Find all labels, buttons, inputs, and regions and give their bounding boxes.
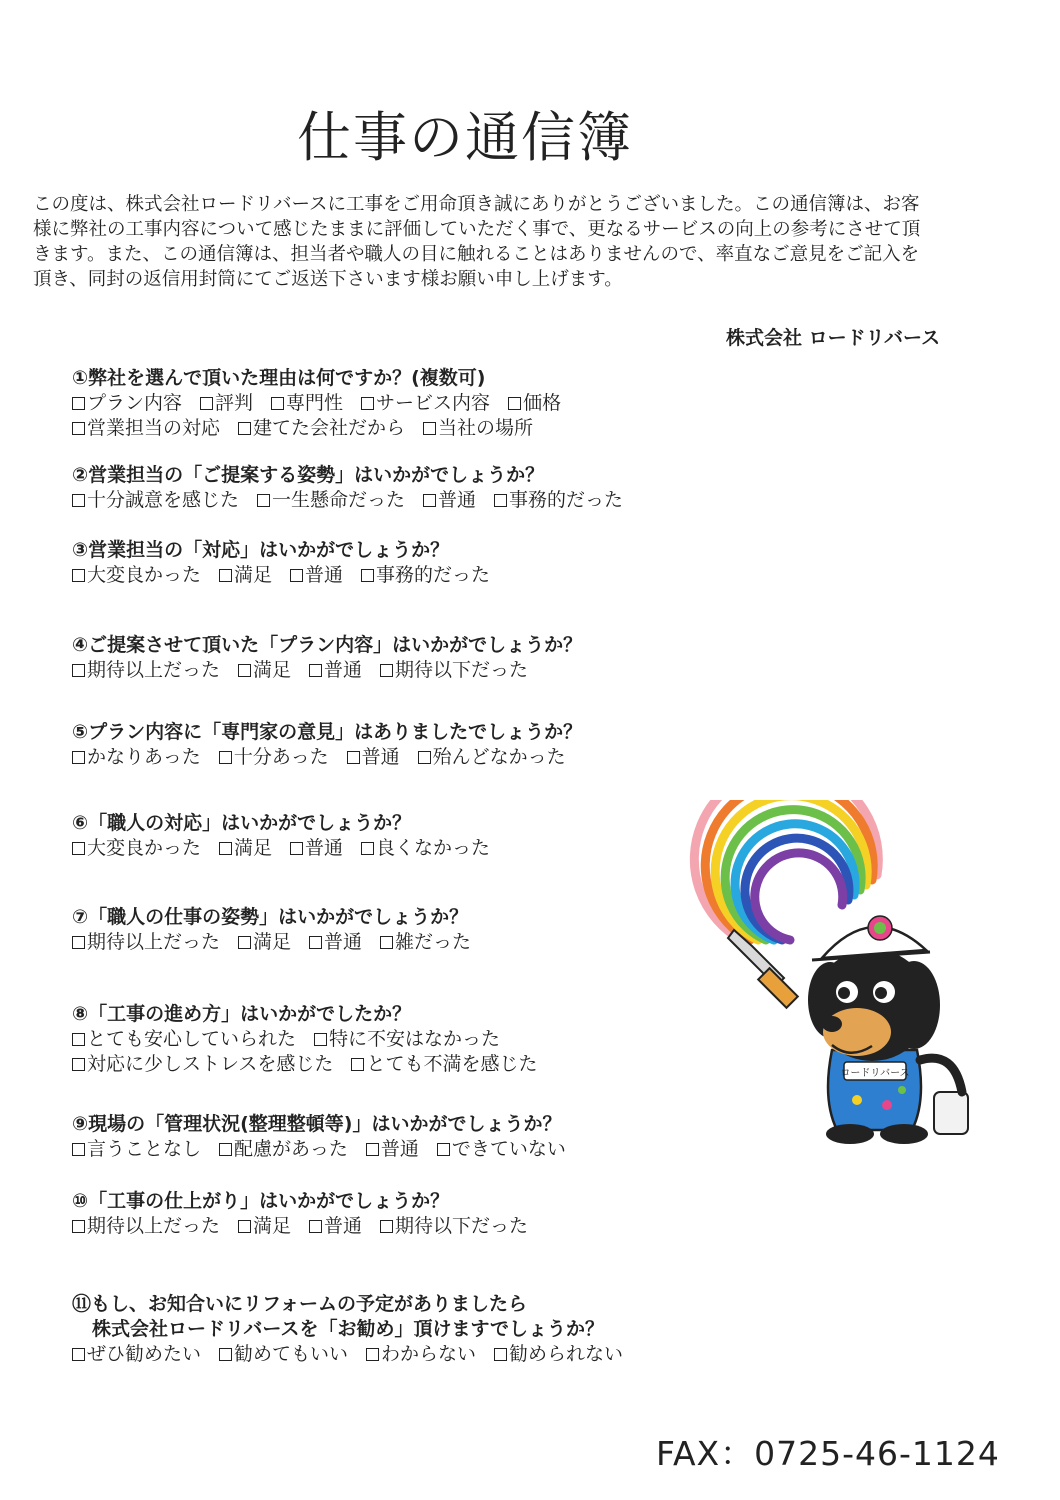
option[interactable] (219, 745, 329, 770)
option[interactable] (238, 658, 291, 683)
checkbox-icon[interactable] (219, 1348, 232, 1361)
option-label: 価格 (523, 392, 562, 414)
question-title: ①弊社を選んで頂いた理由は何ですか？(複数可) (72, 367, 486, 389)
question-title: ③営業担当の「対応」はいかがでしょうか？ (72, 539, 450, 561)
option-label: サービス内容 (376, 392, 491, 414)
option-label: 十分あった (233, 746, 329, 768)
checkbox-icon[interactable] (380, 936, 393, 949)
checkbox-icon[interactable] (366, 1143, 379, 1156)
option[interactable] (72, 1052, 333, 1077)
question-9 (72, 1112, 584, 1162)
option-label: 期待以下だった (395, 1215, 529, 1237)
option-row (72, 1342, 641, 1367)
question-title: ④ご提案させて頂いた「プラン内容」はいかがでしょうか？ (72, 634, 583, 656)
option[interactable] (219, 1137, 348, 1162)
option[interactable] (72, 416, 220, 441)
option-label: プラン内容 (87, 392, 183, 414)
checkbox-icon[interactable] (72, 569, 85, 582)
checkbox-icon[interactable] (271, 397, 284, 410)
question-title: ⑧「工事の進め方」はいかがでしたか？ (72, 1003, 412, 1025)
checkbox-icon[interactable] (290, 842, 303, 855)
checkbox-icon[interactable] (219, 569, 232, 582)
option-label: ぜひ勧めたい (87, 1343, 202, 1365)
checkbox-icon[interactable] (366, 1348, 379, 1361)
option-row (72, 1137, 584, 1162)
checkbox-icon[interactable] (494, 1348, 507, 1361)
checkbox-icon[interactable] (351, 1058, 364, 1071)
option[interactable] (72, 1137, 201, 1162)
option[interactable] (72, 930, 220, 955)
intro-line: 様に弊社の工事内容について感じたままに評価していただく事で、更なるサービスの向上の参考にさせて頂 (33, 219, 921, 240)
checkbox-icon[interactable] (219, 842, 232, 855)
checkbox-icon[interactable] (72, 1348, 85, 1361)
option[interactable] (72, 488, 239, 513)
checkbox-icon[interactable] (72, 664, 85, 677)
question-11 (72, 1292, 641, 1367)
option-label: 満足 (234, 837, 273, 859)
question-title: ⑥「職人の対応」はいかがでしょうか？ (72, 812, 412, 834)
option-row (72, 745, 584, 770)
option-label: 満足 (253, 931, 292, 953)
checkbox-icon[interactable] (72, 751, 85, 764)
option-label: 満足 (253, 1215, 292, 1237)
option[interactable] (366, 1342, 476, 1367)
checkbox-icon[interactable] (238, 936, 251, 949)
option-row (72, 391, 579, 416)
question-title: ②営業担当の「ご提案する姿勢」はいかがでしょうか？ (72, 464, 545, 486)
checkbox-icon[interactable] (508, 397, 521, 410)
option-label: 期待以下だった (395, 659, 529, 681)
option-label: 言うことなし (87, 1138, 202, 1160)
option-label: 専門性 (286, 392, 344, 414)
option-row (72, 930, 489, 955)
option-label: わからない (381, 1343, 477, 1365)
checkbox-icon[interactable] (257, 494, 270, 507)
option-label: 普通 (324, 659, 363, 681)
option-label: 一生懸命だった (272, 489, 406, 511)
intro-line: この度は、株式会社ロードリバースに工事をご用命頂き誠にありがとうございました。この通信簿は、お客 (33, 194, 920, 215)
option[interactable] (494, 1342, 623, 1367)
dog-mascot-painting-rainbow-icon (672, 800, 1002, 1150)
checkbox-icon[interactable] (314, 1033, 327, 1046)
option-row (72, 658, 582, 683)
option[interactable] (72, 836, 201, 861)
option[interactable] (238, 930, 291, 955)
question-title: ⑪もし、お知合いにリフォームの予定がありましたら (72, 1293, 528, 1315)
option-label: 満足 (253, 659, 292, 681)
option-label: 対応に少しストレスを感じた (87, 1053, 334, 1075)
checkbox-icon[interactable] (423, 494, 436, 507)
option-label: 営業担当の対応 (87, 417, 221, 439)
option-label: 殆んどなかった (432, 746, 566, 768)
option[interactable] (238, 416, 405, 441)
question-2 (72, 463, 641, 513)
question-title: ⑩「工事の仕上がり」はいかがでしょうか？ (72, 1190, 450, 1212)
option-label: とても安心していられた (87, 1028, 297, 1050)
option[interactable] (366, 1137, 419, 1162)
option[interactable] (423, 416, 533, 441)
option-label: とても不満を感じた (366, 1053, 538, 1075)
company-name: 株式会社 ロードリバース (726, 327, 941, 349)
checkbox-icon[interactable] (347, 751, 360, 764)
option[interactable] (361, 391, 490, 416)
option-label: 勧められない (509, 1343, 624, 1365)
option-label: 普通 (361, 746, 400, 768)
option-label: 普通 (438, 489, 477, 511)
intro-line: 頂き、同封の返信用封筒にてご返送下さいます様お願い申し上げます。 (33, 269, 623, 290)
option-row (72, 836, 508, 861)
option[interactable] (219, 1342, 348, 1367)
option[interactable] (314, 1027, 500, 1052)
option-label: 期待以上だった (87, 931, 221, 953)
option[interactable] (238, 1214, 291, 1239)
option-row (72, 1027, 555, 1052)
option-label: できていない (451, 1138, 566, 1160)
rainbow (694, 800, 878, 940)
option-row (72, 563, 508, 588)
option-label: 特に不安はなかった (329, 1028, 501, 1050)
checkbox-icon[interactable] (437, 1143, 450, 1156)
option[interactable] (437, 1137, 566, 1162)
option-label: 十分誠意を感じた (87, 489, 240, 511)
option[interactable] (361, 563, 490, 588)
checkbox-icon[interactable] (238, 422, 251, 435)
checkbox-icon[interactable] (72, 1033, 85, 1046)
option[interactable] (309, 1214, 362, 1239)
option-label: 勧めてもいい (234, 1343, 349, 1365)
option[interactable] (72, 391, 182, 416)
option-row (72, 1214, 546, 1239)
option[interactable] (72, 1214, 220, 1239)
option[interactable] (347, 745, 400, 770)
checkbox-icon[interactable] (309, 1220, 322, 1233)
checkbox-icon[interactable] (72, 842, 85, 855)
option-row (72, 416, 579, 441)
option[interactable] (219, 563, 272, 588)
apron-label: ロードリバース (840, 1068, 910, 1079)
checkbox-icon[interactable] (380, 1220, 393, 1233)
option[interactable] (72, 658, 220, 683)
checkbox-icon[interactable] (418, 751, 431, 764)
option[interactable] (290, 836, 343, 861)
checkbox-icon[interactable] (361, 842, 374, 855)
option-label: 評判 (215, 392, 254, 414)
question-title-continued: 株式会社ロードリバースを「お勧め」頂けますでしょうか？ (92, 1318, 605, 1340)
checkbox-icon[interactable] (309, 664, 322, 677)
option-label: 普通 (305, 564, 344, 586)
option[interactable] (423, 488, 476, 513)
checkbox-icon[interactable] (361, 397, 374, 410)
option-label: かなりあった (87, 746, 201, 768)
option-label: 期待以上だった (87, 1215, 221, 1237)
page-title: 仕事の通信簿 (297, 106, 633, 169)
question-10 (72, 1189, 546, 1239)
question-title: ⑦「職人の仕事の姿勢」はいかがでしょうか？ (72, 906, 469, 928)
option[interactable] (418, 745, 566, 770)
option[interactable] (200, 391, 253, 416)
question-3 (72, 538, 508, 588)
checkbox-icon[interactable] (72, 1220, 85, 1233)
checkbox-icon[interactable] (219, 751, 232, 764)
question-7 (72, 905, 489, 955)
question-title: ⑤プラン内容に「専門家の意見」はありましたでしょうか？ (72, 721, 583, 743)
checkbox-icon[interactable] (380, 664, 393, 677)
intro-line: きます。また、この通信簿は、担当者や職人の目に触れることはありませんので、率直なご意見をご記入を (33, 244, 920, 265)
option-label: 満足 (234, 564, 273, 586)
checkbox-icon[interactable] (72, 1058, 85, 1071)
option-label: 事務的だった (509, 489, 624, 511)
option[interactable] (494, 488, 623, 513)
checkbox-icon[interactable] (238, 1220, 251, 1233)
option[interactable] (361, 836, 490, 861)
option-label: 大変良かった (87, 837, 202, 859)
checkbox-icon[interactable] (72, 936, 85, 949)
question-6 (72, 811, 508, 861)
option-label: 期待以上だった (87, 659, 221, 681)
option[interactable] (72, 1027, 296, 1052)
option[interactable] (72, 1342, 201, 1367)
question-1 (72, 366, 579, 441)
intro-text (33, 192, 1008, 292)
checkbox-icon[interactable] (238, 664, 251, 677)
option-label: 建てた会社だから (253, 417, 406, 439)
question-title: ⑨現場の「管理状況(整理整頓等)」はいかがでしょうか？ (72, 1113, 562, 1135)
option[interactable] (271, 391, 343, 416)
option-label: 配慮があった (234, 1138, 348, 1160)
option[interactable] (380, 658, 528, 683)
checkbox-icon[interactable] (290, 569, 303, 582)
option[interactable] (380, 930, 471, 955)
checkbox-icon[interactable] (219, 1143, 232, 1156)
option[interactable] (219, 836, 272, 861)
option-label: 雑だった (395, 931, 472, 953)
option-label: 当社の場所 (438, 417, 534, 439)
question-8 (72, 1002, 555, 1077)
option[interactable] (257, 488, 405, 513)
option-row (72, 488, 641, 513)
question-4 (72, 633, 582, 683)
option[interactable] (72, 563, 201, 588)
question-5 (72, 720, 584, 770)
option[interactable] (351, 1052, 537, 1077)
option-label: 普通 (305, 837, 344, 859)
checkbox-icon[interactable] (72, 1143, 85, 1156)
option-label: 普通 (324, 931, 363, 953)
checkbox-icon[interactable] (494, 494, 507, 507)
option[interactable] (72, 745, 201, 770)
checkbox-icon[interactable] (72, 494, 85, 507)
option[interactable] (380, 1214, 528, 1239)
checkbox-icon[interactable] (200, 397, 213, 410)
option[interactable] (508, 391, 561, 416)
option-label: 普通 (380, 1138, 419, 1160)
checkbox-icon[interactable] (361, 569, 374, 582)
fax-number: FAX：0725-46-1124 (656, 1434, 1000, 1473)
option[interactable] (309, 930, 362, 955)
option-row (72, 1052, 555, 1077)
checkbox-icon[interactable] (72, 422, 85, 435)
option[interactable] (309, 658, 362, 683)
checkbox-icon[interactable] (72, 397, 85, 410)
option[interactable] (290, 563, 343, 588)
option-label: 良くなかった (376, 837, 491, 859)
option-label: 事務的だった (376, 564, 491, 586)
checkbox-icon[interactable] (423, 422, 436, 435)
option-label: 大変良かった (87, 564, 202, 586)
checkbox-icon[interactable] (309, 936, 322, 949)
option-label: 普通 (324, 1215, 363, 1237)
